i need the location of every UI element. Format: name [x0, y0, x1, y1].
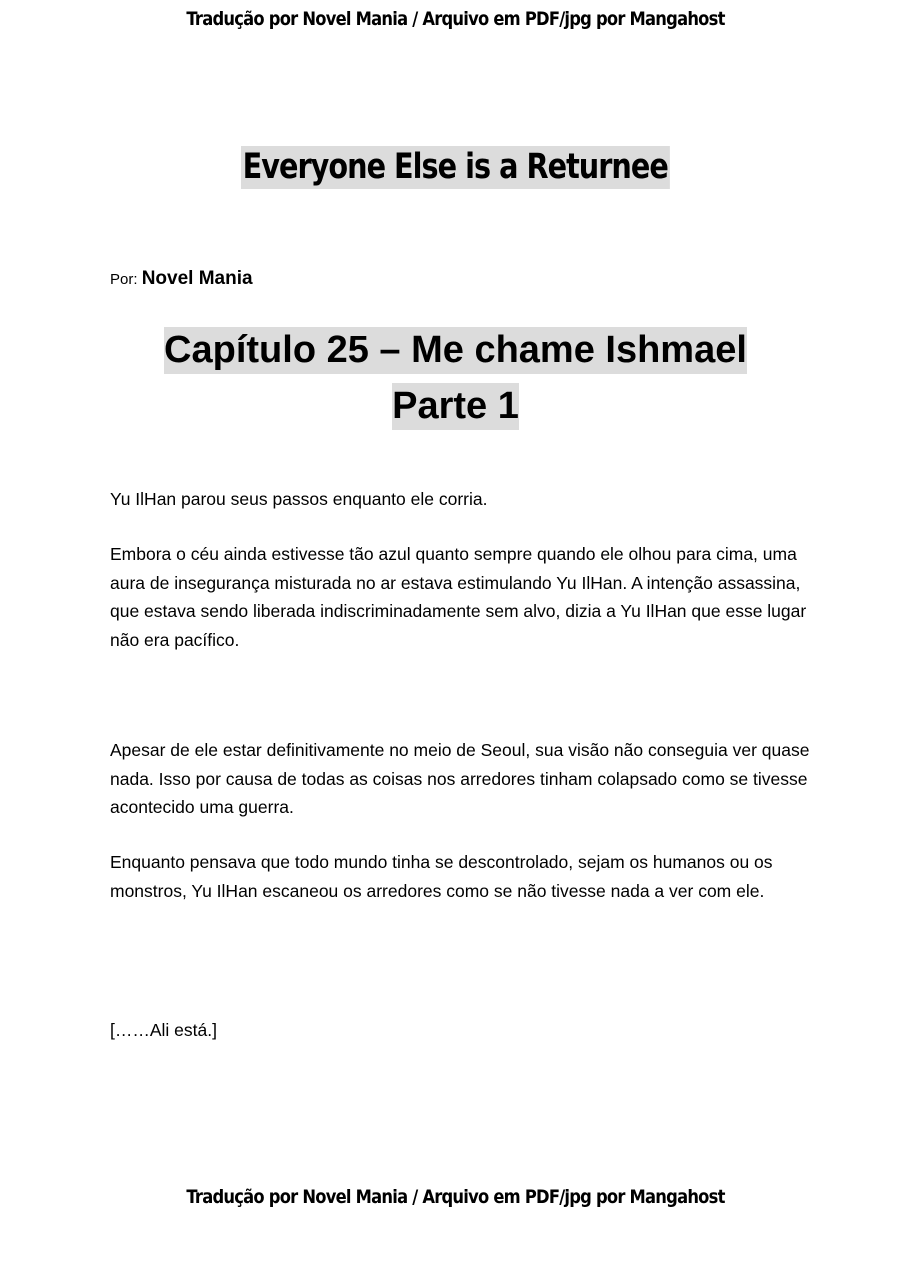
paragraph-text: Yu IlHan parou seus passos enquanto ele corria. [110, 489, 488, 509]
byline-label: Por: [110, 271, 142, 288]
paragraph-text: Embora o céu ainda estivesse tão azul quanto sempre quando ele olhou para cima, uma aura de insegurança misturada no ar estava estimulando Yu IlHan. A intenção assassina, que estava sendo liberada indiscriminadamente sem alvo, dizia a Yu IlHan que esse lugar não era pacífico. [110, 544, 807, 650]
paragraph [110, 848, 810, 905]
book-title-block [0, 146, 911, 189]
paragraph [110, 1016, 810, 1045]
chapter-title-block [0, 327, 911, 439]
byline [110, 268, 253, 290]
paragraph-text: Enquanto pensava que todo mundo tinha se descontrolado, sejam os humanos ou os monstros, Yu IlHan escaneou os arredores como se não tivesse nada a ver com ele. [110, 852, 773, 901]
page-footer-credit: Tradução por Novel Mania / Arquivo em PDF/jpg por Mangahost [186, 1186, 725, 1208]
paragraph [110, 736, 810, 822]
byline-author: Novel Mania [141, 268, 253, 289]
book-title: Everyone Else is a Returnee [242, 147, 669, 187]
chapter-part: Parte 1 [392, 383, 519, 430]
chapter-title: Capítulo 25 – Me chame Ishmael [164, 327, 747, 374]
paragraph [110, 540, 810, 654]
paragraph-text: [……Ali está.] [110, 1020, 217, 1040]
page-header-credit: Tradução por Novel Mania / Arquivo em PDF/jpg por Mangahost [186, 8, 725, 30]
paragraph-text: Apesar de ele estar definitivamente no meio de Seoul, sua visão não conseguia ver quase nada. Isso por causa de todas as coisas nos arredores tinham colapsado como se tivesse acontecido uma guerra. [110, 740, 810, 817]
paragraph [110, 485, 810, 514]
